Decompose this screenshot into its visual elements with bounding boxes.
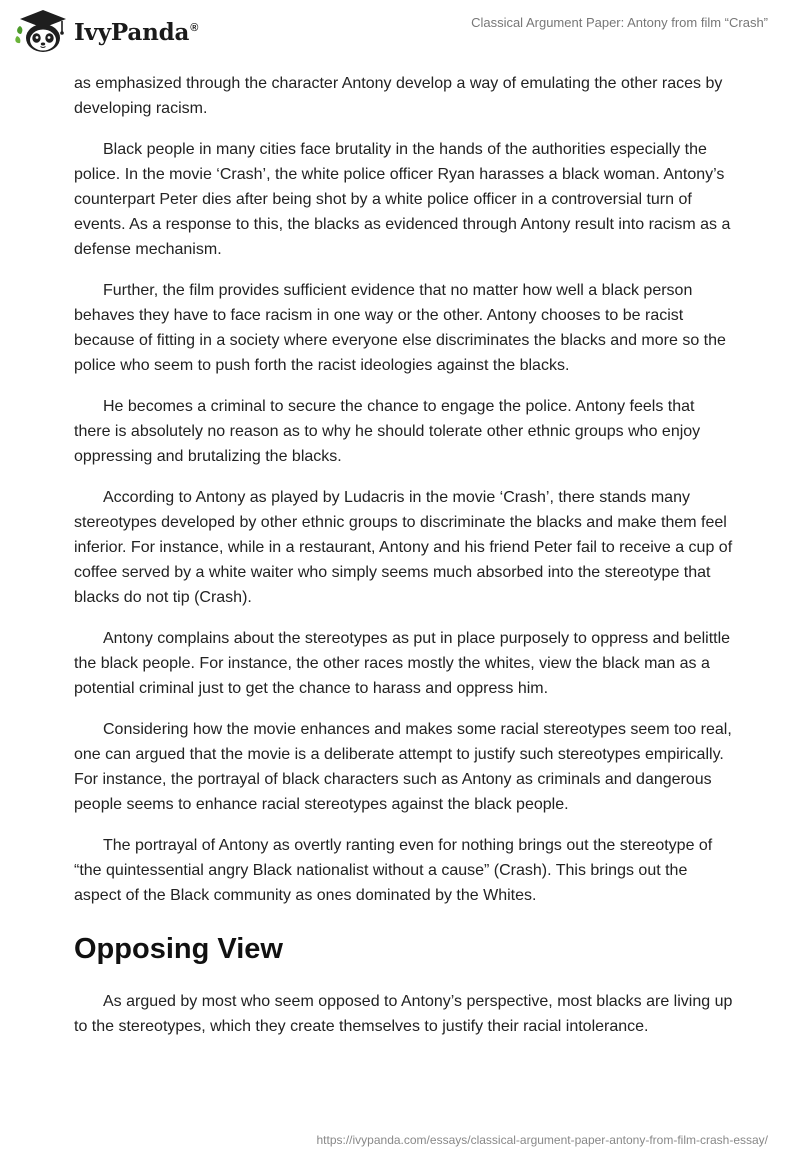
essay-paragraph: He becomes a criminal to secure the chance to engage the police. Antony feels that there is absolutely no reason as to why he should tolerate other ethnic groups who enjoy oppressing and brutalizing the blacks. [74, 398, 701, 465]
document-title: Classical Argument Paper: Antony from film “Crash” [471, 15, 768, 30]
section-heading-opposing-view: Opposing View [74, 933, 283, 965]
essay-paragraph: Considering how the movie enhances and makes some racial stereotypes seem too real, one can argued that the movie is a deliberate attempt to justify such stereotypes empirically. For instance, the portrayal of black characters such as Antony as criminals and dangerous people seems to enhance racial stereotypes against the black people. [74, 721, 732, 813]
essay-body [74, 71, 734, 1055]
essay-paragraph: According to Antony as played by Ludacris in the movie ‘Crash’, there stands many stereotypes developed by other ethnic groups to discriminate the blacks and make them feel inferior. For instance, while in a restaurant, Antony and his friend Peter fail to receive a cup of coffee served by a white waiter who simply seems much absorbed into the stereotype that blacks do not tip (Crash). [74, 489, 733, 606]
essay-paragraph: The portrayal of Antony as overtly ranting even for nothing brings out the stereotype of “the quintessential angry Black nationalist without a cause” (Crash). This brings out the aspect of the Black community as ones dominated by the Whites. [74, 837, 713, 904]
essay-paragraph: as emphasized through the character Antony develop a way of emulating the other races by developing racism. [74, 75, 723, 117]
page-header [0, 0, 800, 64]
source-url[interactable]: https://ivypanda.com/essays/classical-argument-paper-antony-from-film-crash-essay/ [316, 1133, 768, 1147]
essay-paragraph: Antony complains about the stereotypes as put in place purposely to oppress and belittle the black people. For instance, the other races mostly the whites, view the black man as a potential criminal just to get the chance to harass and oppress him. [74, 630, 731, 697]
essay-paragraph: Black people in many cities face brutality in the hands of the authorities especially the police. In the movie ‘Crash’, the white police officer Ryan harasses a black woman. Antony’s counterpart Peter dies after being shot by a white police officer in a controversial turn of events. As a response to this, the blacks as evidenced through Antony result into racism as a defense mechanism. [74, 141, 731, 258]
brand-name: IvyPanda® [74, 18, 199, 46]
essay-paragraph: As argued by most who seem opposed to Antony’s perspective, most blacks are living up to the stereotypes, which they create themselves to justify their racial intolerance. [74, 993, 733, 1035]
ivypanda-logo[interactable] [14, 8, 198, 56]
registered-mark: ® [190, 21, 199, 34]
panda-graduate-icon [14, 8, 72, 56]
essay-paragraph: Further, the film provides sufficient evidence that no matter how well a black person behaves they have to face racism in one way or the other. Antony chooses to be racist because of fitting in a society where everyone else discriminates the blacks and more so the police who seem to push forth the racist ideologies against the blacks. [74, 282, 726, 374]
